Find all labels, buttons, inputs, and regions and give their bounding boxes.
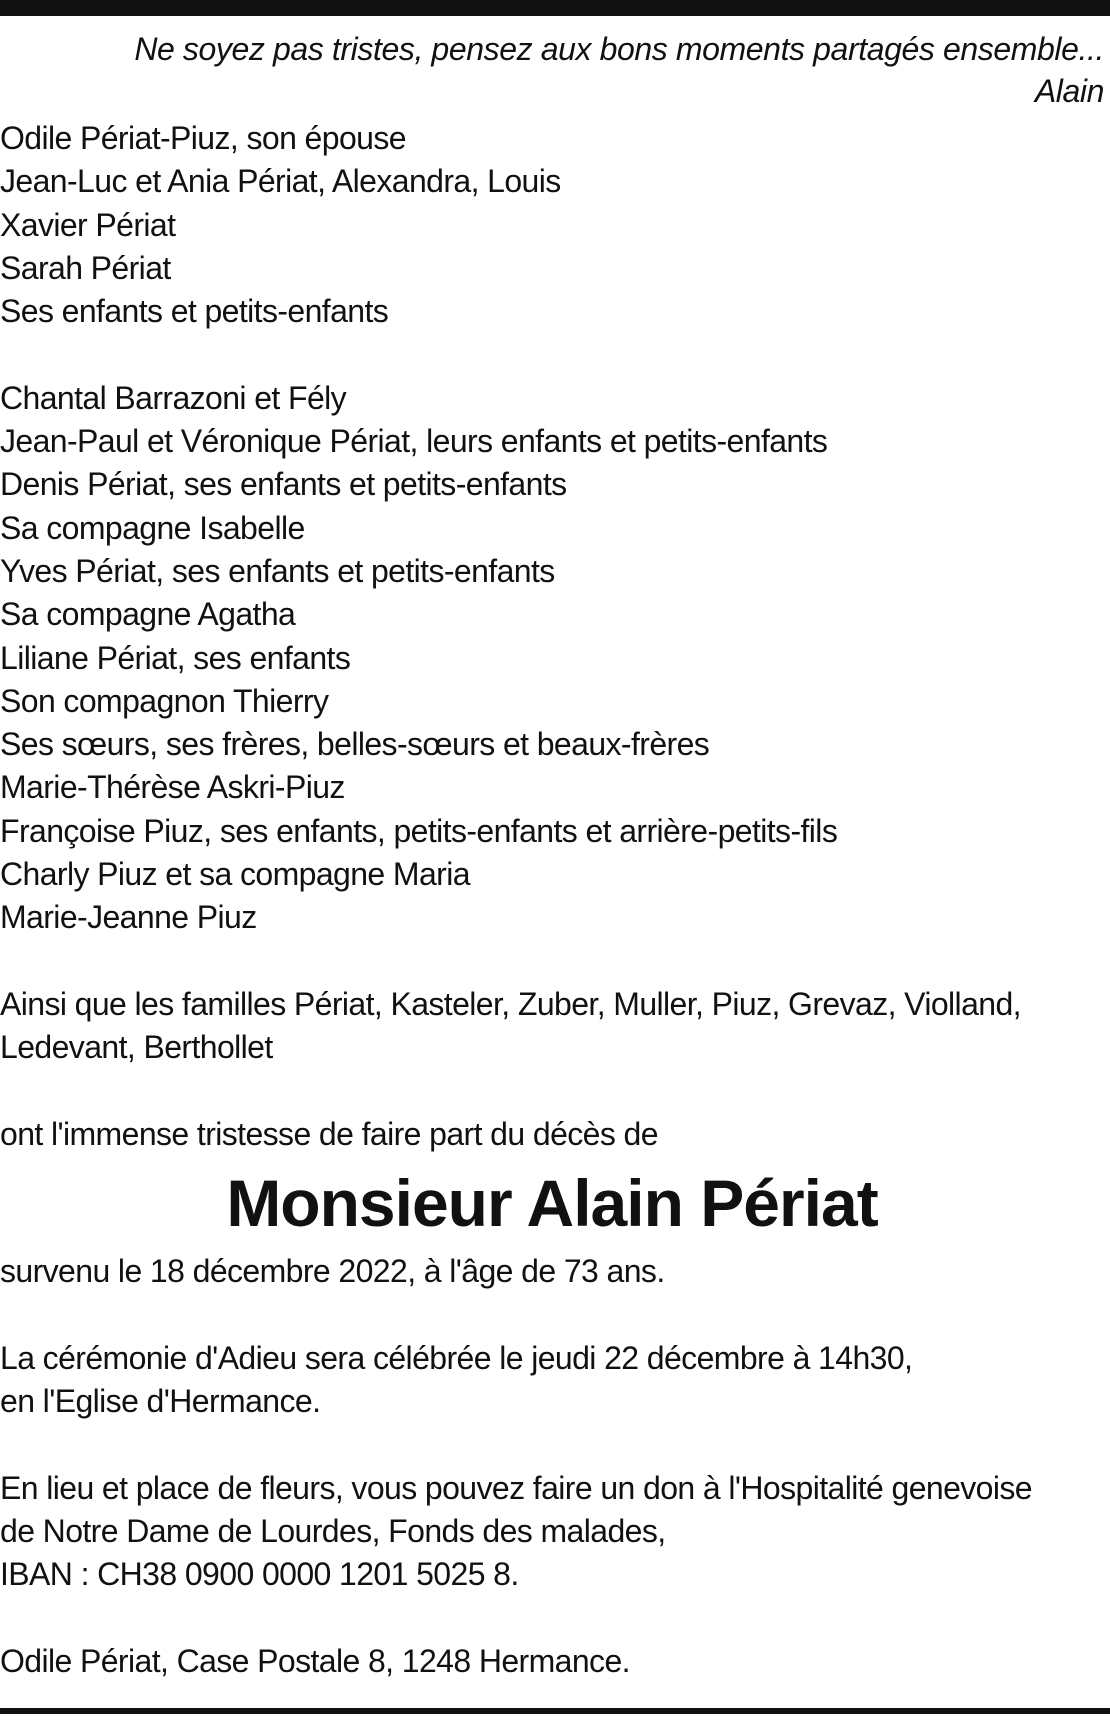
family-line: Ses enfants et petits-enfants <box>0 293 389 330</box>
death-info: survenu le 18 décembre 2022, à l'âge de 73 ans. <box>0 1253 665 1290</box>
top-border-rule <box>0 0 1110 16</box>
immediate-family-list <box>0 117 1106 333</box>
extended-family-list <box>0 377 1106 940</box>
family-line: Sa compagne Agatha <box>0 596 296 633</box>
announcement-text: ont l'immense tristesse de faire part du décès de <box>0 1115 658 1152</box>
families-line: Ledevant, Berthollet <box>0 1029 273 1066</box>
families-line: Ainsi que les familles Périat, Kasteler, Zuber, Muller, Piuz, Grevaz, Violland, <box>0 985 1021 1022</box>
family-line: Xavier Périat <box>0 206 176 243</box>
other-families <box>0 983 1106 1070</box>
ceremony-line: en l'Eglise d'Hermance. <box>0 1383 321 1420</box>
family-line: Marie-Jeanne Piuz <box>0 899 257 936</box>
family-line: Ses sœurs, ses frères, belles-sœurs et beaux-frères <box>0 726 710 763</box>
family-line: Marie-Thérèse Askri-Piuz <box>0 769 345 806</box>
family-line: Françoise Piuz, ses enfants, petits-enfants et arrière-petits-fils <box>0 812 838 849</box>
family-line: Sarah Périat <box>0 249 171 286</box>
quote-text: Ne soyez pas tristes, pensez aux bons moments partagés ensemble... <box>134 31 1104 67</box>
family-line: Denis Périat, ses enfants et petits-enfants <box>0 466 567 503</box>
deceased-name: Monsieur Alain Périat <box>226 1166 878 1241</box>
donation-info <box>0 1467 1106 1597</box>
ceremony-line: La cérémonie d'Adieu sera célébrée le jeudi 22 décembre à 14h30, <box>0 1339 913 1376</box>
bottom-border-rule <box>0 1708 1110 1714</box>
donation-line: En lieu et place de fleurs, vous pouvez faire un don à l'Hospitalité genevoise <box>0 1469 1032 1506</box>
family-line: Jean-Paul et Véronique Périat, leurs enfants et petits-enfants <box>0 423 828 460</box>
donation-line: de Notre Dame de Lourdes, Fonds des malades, <box>0 1512 666 1549</box>
quote-author: Alain <box>1034 73 1104 109</box>
family-line: Liliane Périat, ses enfants <box>0 639 351 676</box>
family-line: Jean-Luc et Ania Périat, Alexandra, Louis <box>0 163 561 200</box>
donation-iban: IBAN : CH38 0900 0000 1201 5025 8. <box>0 1556 519 1593</box>
family-line: Odile Périat-Piuz, son épouse <box>0 120 406 156</box>
epigraph-quote <box>0 28 1106 112</box>
ceremony-info <box>0 1337 1106 1424</box>
family-line: Son compagnon Thierry <box>0 682 329 719</box>
family-line: Chantal Barrazoni et Fély <box>0 379 347 416</box>
family-line: Charly Piuz et sa compagne Maria <box>0 856 470 893</box>
obituary-notice <box>0 28 1106 1683</box>
contact-address: Odile Périat, Case Postale 8, 1248 Hermance. <box>0 1642 630 1679</box>
family-line: Sa compagne Isabelle <box>0 509 305 546</box>
family-line: Yves Périat, ses enfants et petits-enfants <box>0 552 555 589</box>
